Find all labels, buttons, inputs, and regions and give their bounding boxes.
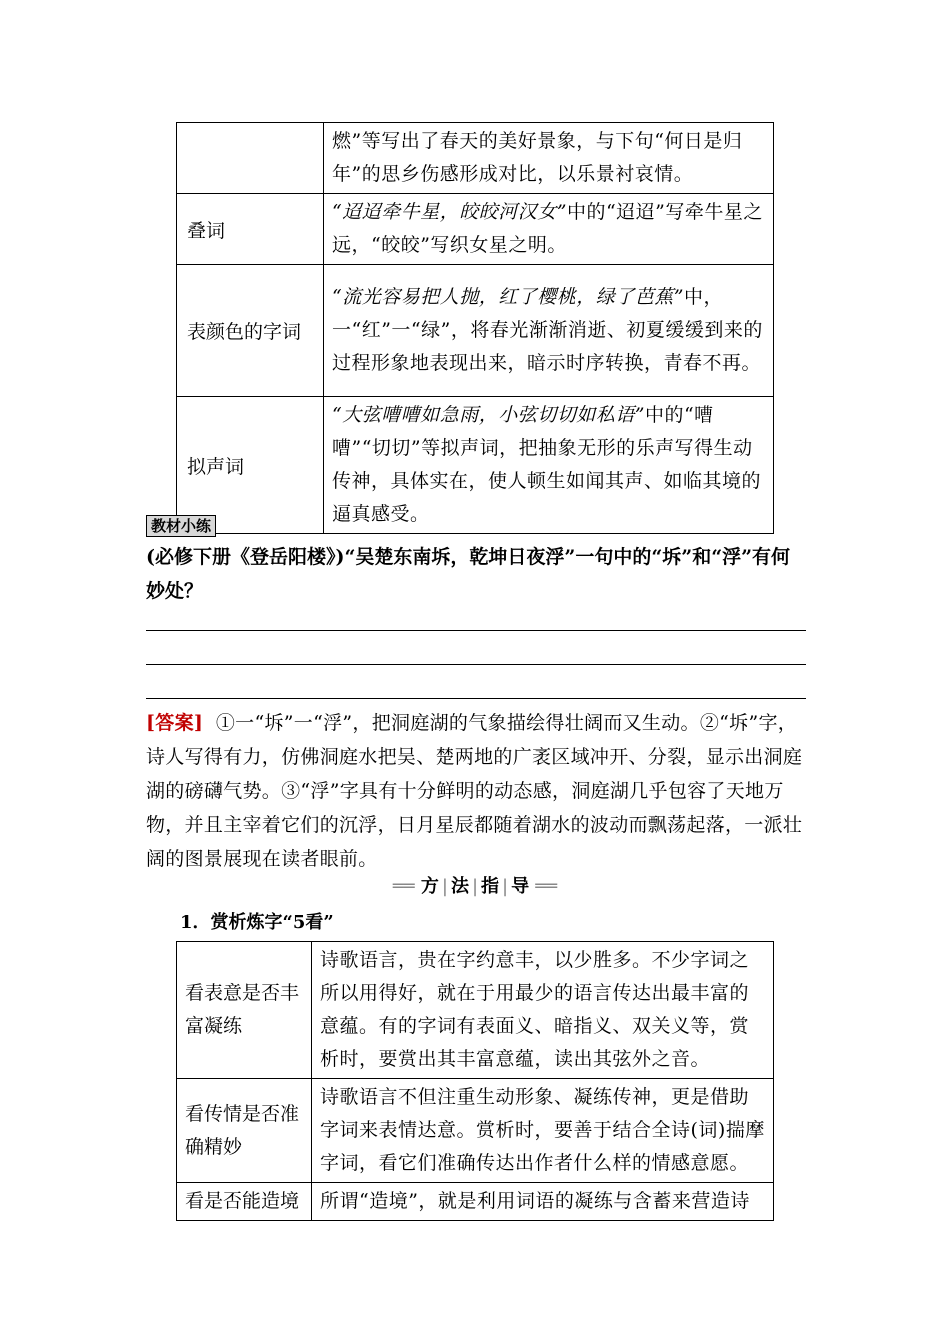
term-cell: 叠词 xyxy=(177,194,324,265)
explanation-cell: 燃”等写出了春天的美好景象，与下句“何日是归年”的思乡伤感形成对比，以乐景衬哀情。 xyxy=(324,123,774,194)
exercise-tag: 教材小练 xyxy=(146,515,216,537)
table-row xyxy=(177,1079,774,1183)
term-cell: 看是否能造境 xyxy=(177,1183,312,1221)
decor-bar-right: ══ xyxy=(535,876,558,897)
exercise-question: (必修下册《登岳阳楼》)“吴楚东南坼，乾坤日夜浮”一句中的“坼”和“浮”有何妙处？ xyxy=(146,546,791,602)
table-row xyxy=(177,942,774,1079)
term-cell: 看表意是否丰富凝练 xyxy=(177,942,312,1079)
answer-label: [答案] xyxy=(146,712,204,734)
explanation-cell xyxy=(324,194,774,265)
table-row xyxy=(177,123,774,194)
section-heading: 1．赏析炼字“5看” xyxy=(180,912,334,933)
table-row xyxy=(177,194,774,265)
method-char: 导 xyxy=(511,876,530,897)
answer-line xyxy=(146,630,806,631)
table-row xyxy=(177,1183,774,1221)
explanation-cell: 诗歌语言不但注重生动形象、凝练传神，更是借助字词来表情达意。赏析时，要善于结合全诗(词)揣摩字词，看它们准确传达出作者什么样的情感意愿。 xyxy=(312,1079,774,1183)
quote-text: “大弦嘈嘈如急雨，小弦切切如私语” xyxy=(332,404,645,426)
table-row xyxy=(177,397,774,534)
term-cell: 拟声词 xyxy=(177,397,324,534)
explanation-cell: 诗歌语言，贵在字约意丰，以少胜多。不少字词之所以用得好，就在于用最少的语言传达出最丰富的意蕴。有的字词有表面义、暗指义、双关义等，赏析时，要赏出其丰富意蕴，读出其弦外之音。 xyxy=(312,942,774,1079)
explanation-text: 中的“迢迢”写牵牛星之远，“皎皎”写织女星之明。 xyxy=(332,201,763,256)
answer-block xyxy=(146,706,808,876)
explanation-cell xyxy=(324,397,774,534)
explanation-cell: 所谓“造境”，就是利用词语的凝练与含蓄来营造诗 xyxy=(312,1183,774,1221)
answer-line xyxy=(146,698,806,699)
term-cell: 表颜色的字词 xyxy=(177,265,324,397)
explanation-text: 中的“嘈嘈”“切切”等拟声词，把抽象无形的乐声写得生动传神，具体实在，使人顿生如闻其声、如临其境的逼真感受。 xyxy=(332,404,762,525)
quote-text: “流光容易把人抛，红了樱桃，绿了芭蕉” xyxy=(332,286,684,308)
method-char: 指 xyxy=(481,876,500,897)
method-table xyxy=(176,941,774,1221)
explanation-text: 中，一“红”一“绿”，将春光渐渐消逝、初夏缓缓到来的过程形象地表现出来，暗示时序转换，青春不再。 xyxy=(332,286,763,374)
method-heading: ══ 方 | 法 | 指 | 导 ══ xyxy=(392,876,558,897)
method-char: 方 xyxy=(420,876,439,897)
term-cell: 看传情是否准确精妙 xyxy=(177,1079,312,1183)
quote-text: “迢迢牵牛星，皎皎河汉女” xyxy=(332,201,567,223)
table-row xyxy=(177,265,774,397)
decor-bar-left: ══ xyxy=(392,876,415,897)
explanation-cell xyxy=(324,265,774,397)
answer-line xyxy=(146,664,806,665)
answer-text: ①一“坼”一“浮”，把洞庭湖的气象描绘得壮阔而又生动。②“坼”字，诗人写得有力，仿佛洞庭水把吴、楚两地的广袤区域冲开、分裂，显示出洞庭湖的磅礴气势。③“浮”字具有十分鲜明的动态感，洞庭湖几乎包容了天地万物，并且主宰着它们的沉浮，日月星辰都随着湖水的波动而飘荡起落，一派壮阔的图景展现在读者眼前。 xyxy=(146,712,803,870)
term-cell xyxy=(177,123,324,194)
method-char: 法 xyxy=(450,876,469,897)
figure-table xyxy=(176,122,774,534)
